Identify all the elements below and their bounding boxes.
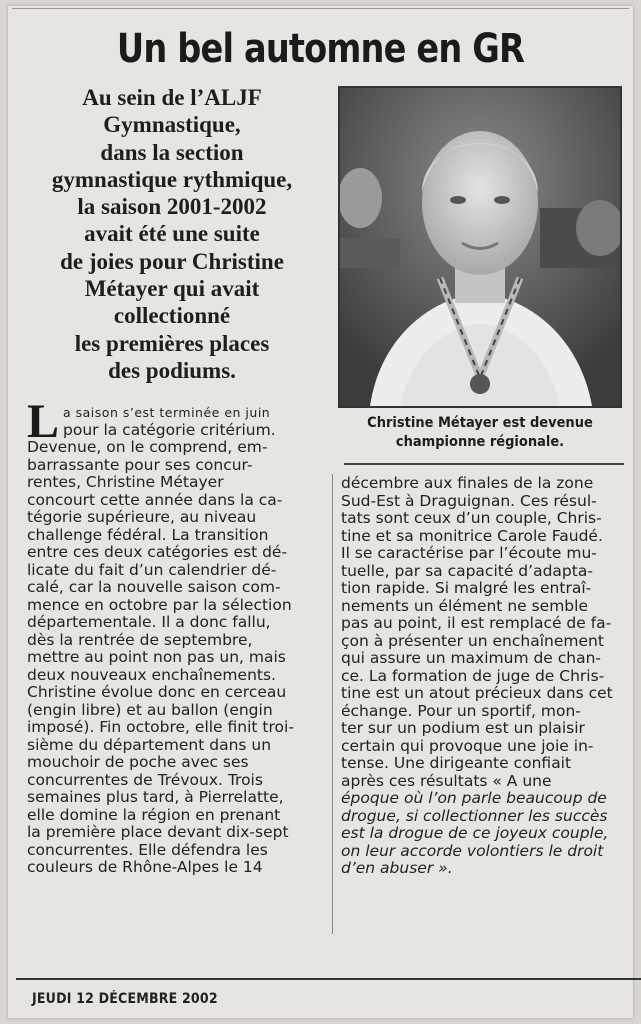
body-line: semaines plus tard, à Pierrelatte,: [27, 788, 284, 806]
body-line: deux nouveaux enchaînements.: [27, 665, 276, 684]
body-line: mettre au point non pas un, mais: [27, 648, 286, 666]
caption-line: Christine Métayer est devenue: [367, 415, 593, 431]
body-line: Christine évolue donc en cerceau: [27, 683, 287, 701]
body-line: mence en octobre par la sélection: [27, 595, 292, 614]
body-line-italic: époque où l’on parle beaucoup de: [341, 789, 607, 807]
body-column-right: [341, 475, 631, 878]
body-line-italic: d’en abuser ».: [341, 859, 453, 877]
article-lede: [22, 84, 322, 384]
first-line-text: a saison s’est terminée en juin: [63, 405, 271, 420]
body-line-italic: drogue, si collectionner les succès: [341, 806, 608, 825]
body-line: couleurs de Rhône-Alpes le 14: [27, 858, 263, 876]
body-line: échange. Pour un sportif, mon-: [341, 701, 581, 720]
lede-line: des podiums.: [108, 357, 236, 383]
body-line: qui assure un maximum de chan-: [341, 649, 602, 667]
lede-line: Métayer qui avait: [84, 276, 260, 302]
body-line: calé, car la nouvelle saison com-: [27, 578, 281, 596]
body-line: pour la catégorie critérium.: [63, 420, 276, 439]
body-line: ce. La formation de juge de Chris-: [341, 666, 605, 685]
body-line: Sud-Est à Draguignan. Ces résul-: [341, 491, 597, 510]
lede-line: Au sein de l’ALJF: [82, 85, 262, 110]
publication-date: JEUDI 12 DÉCEMBRE 2002: [32, 991, 218, 1007]
body-line: concurrentes. Elle défendra les: [27, 840, 268, 859]
body-line: tuelle, par sa capacité d’adapta-: [341, 561, 593, 580]
body-line: çon à présenter un enchaînement: [341, 631, 604, 650]
body-line-italic: est la drogue de ce joyeux couple,: [341, 824, 609, 842]
body-line: ter sur un podium est un plaisir: [341, 719, 585, 737]
body-line: imposé). Fin octobre, elle finit troi-: [27, 718, 294, 736]
lede-line: avait été une suite: [84, 221, 260, 247]
body-line: tégorie supérieure, au niveau: [27, 508, 257, 526]
newspaper-clipping: [8, 6, 633, 1018]
body-line: sième du département dans un: [27, 735, 272, 754]
body-column-left: [27, 395, 327, 877]
body-line: [27, 404, 327, 422]
body-line: tine est un atout précieux dans cet: [341, 684, 613, 702]
body-line: elle domine la région en prenant: [27, 805, 281, 824]
drop-cap: L: [27, 395, 60, 448]
gymnast-portrait-image: [340, 88, 620, 406]
body-line: tine et sa monitrice Carole Faudé.: [341, 526, 603, 545]
body-line: décembre aux finales de la zone: [341, 474, 594, 492]
lede-line: dans la section: [100, 139, 244, 165]
lede-line: de joies pour Christine: [60, 248, 284, 274]
body-line: pas au point, il est remplacé de fa-: [341, 614, 612, 632]
body-line: la première place devant dix-sept: [27, 823, 289, 841]
body-line: entre ces deux catégories est dé-: [27, 543, 288, 561]
caption-divider: [344, 463, 624, 465]
body-line: nements un élément ne semble: [341, 596, 588, 615]
article-photo: [338, 86, 622, 408]
body-line: (engin libre) et au ballon (engin: [27, 700, 273, 719]
body-line: mouchoir de poche avec ses: [27, 753, 249, 771]
body-line: Il se caractérise par l’écoute mu-: [341, 544, 597, 562]
body-line: Devenue, on le comprend, em-: [27, 438, 268, 456]
body-line: tats sont ceux d’un couple, Chris-: [341, 509, 602, 527]
lede-line: collectionné: [113, 303, 231, 329]
body-line: certain qui provoque une joie in-: [341, 736, 594, 755]
lede-line: Gymnastique,: [103, 112, 241, 138]
body-line: départementale. Il a donc fallu,: [27, 613, 271, 631]
body-line: concourt cette année dans la ca-: [27, 490, 283, 509]
photo-caption: [338, 414, 622, 452]
caption-line: championne régionale.: [395, 434, 565, 450]
lede-line: gymnastique rythmique,: [51, 166, 293, 192]
lede-line: les premières places: [74, 330, 270, 356]
body-line: rentes, Christine Métayer: [27, 473, 224, 491]
column-divider: [332, 474, 333, 934]
body-line: dès la rentrée de septembre,: [27, 630, 253, 649]
body-line: licate du fait d’un calendrier dé-: [27, 560, 277, 579]
body-line: challenge fédéral. La transition: [27, 525, 269, 544]
article-title: Un bel automne en GR: [116, 26, 525, 72]
body-line: après ces résultats « A une: [341, 771, 552, 790]
lede-line: la saison 2001-2002: [77, 194, 267, 220]
body-line-italic: on leur accorde volontiers le droit: [341, 841, 604, 860]
body-line: barrassante pour ses concur-: [27, 455, 253, 474]
footer-divider: [16, 978, 641, 980]
body-line: tense. Une dirigeante confiait: [341, 754, 572, 772]
body-line: tion rapide. Si malgré les entraî-: [341, 579, 592, 597]
body-line: concurrentes de Trévoux. Trois: [27, 770, 263, 789]
